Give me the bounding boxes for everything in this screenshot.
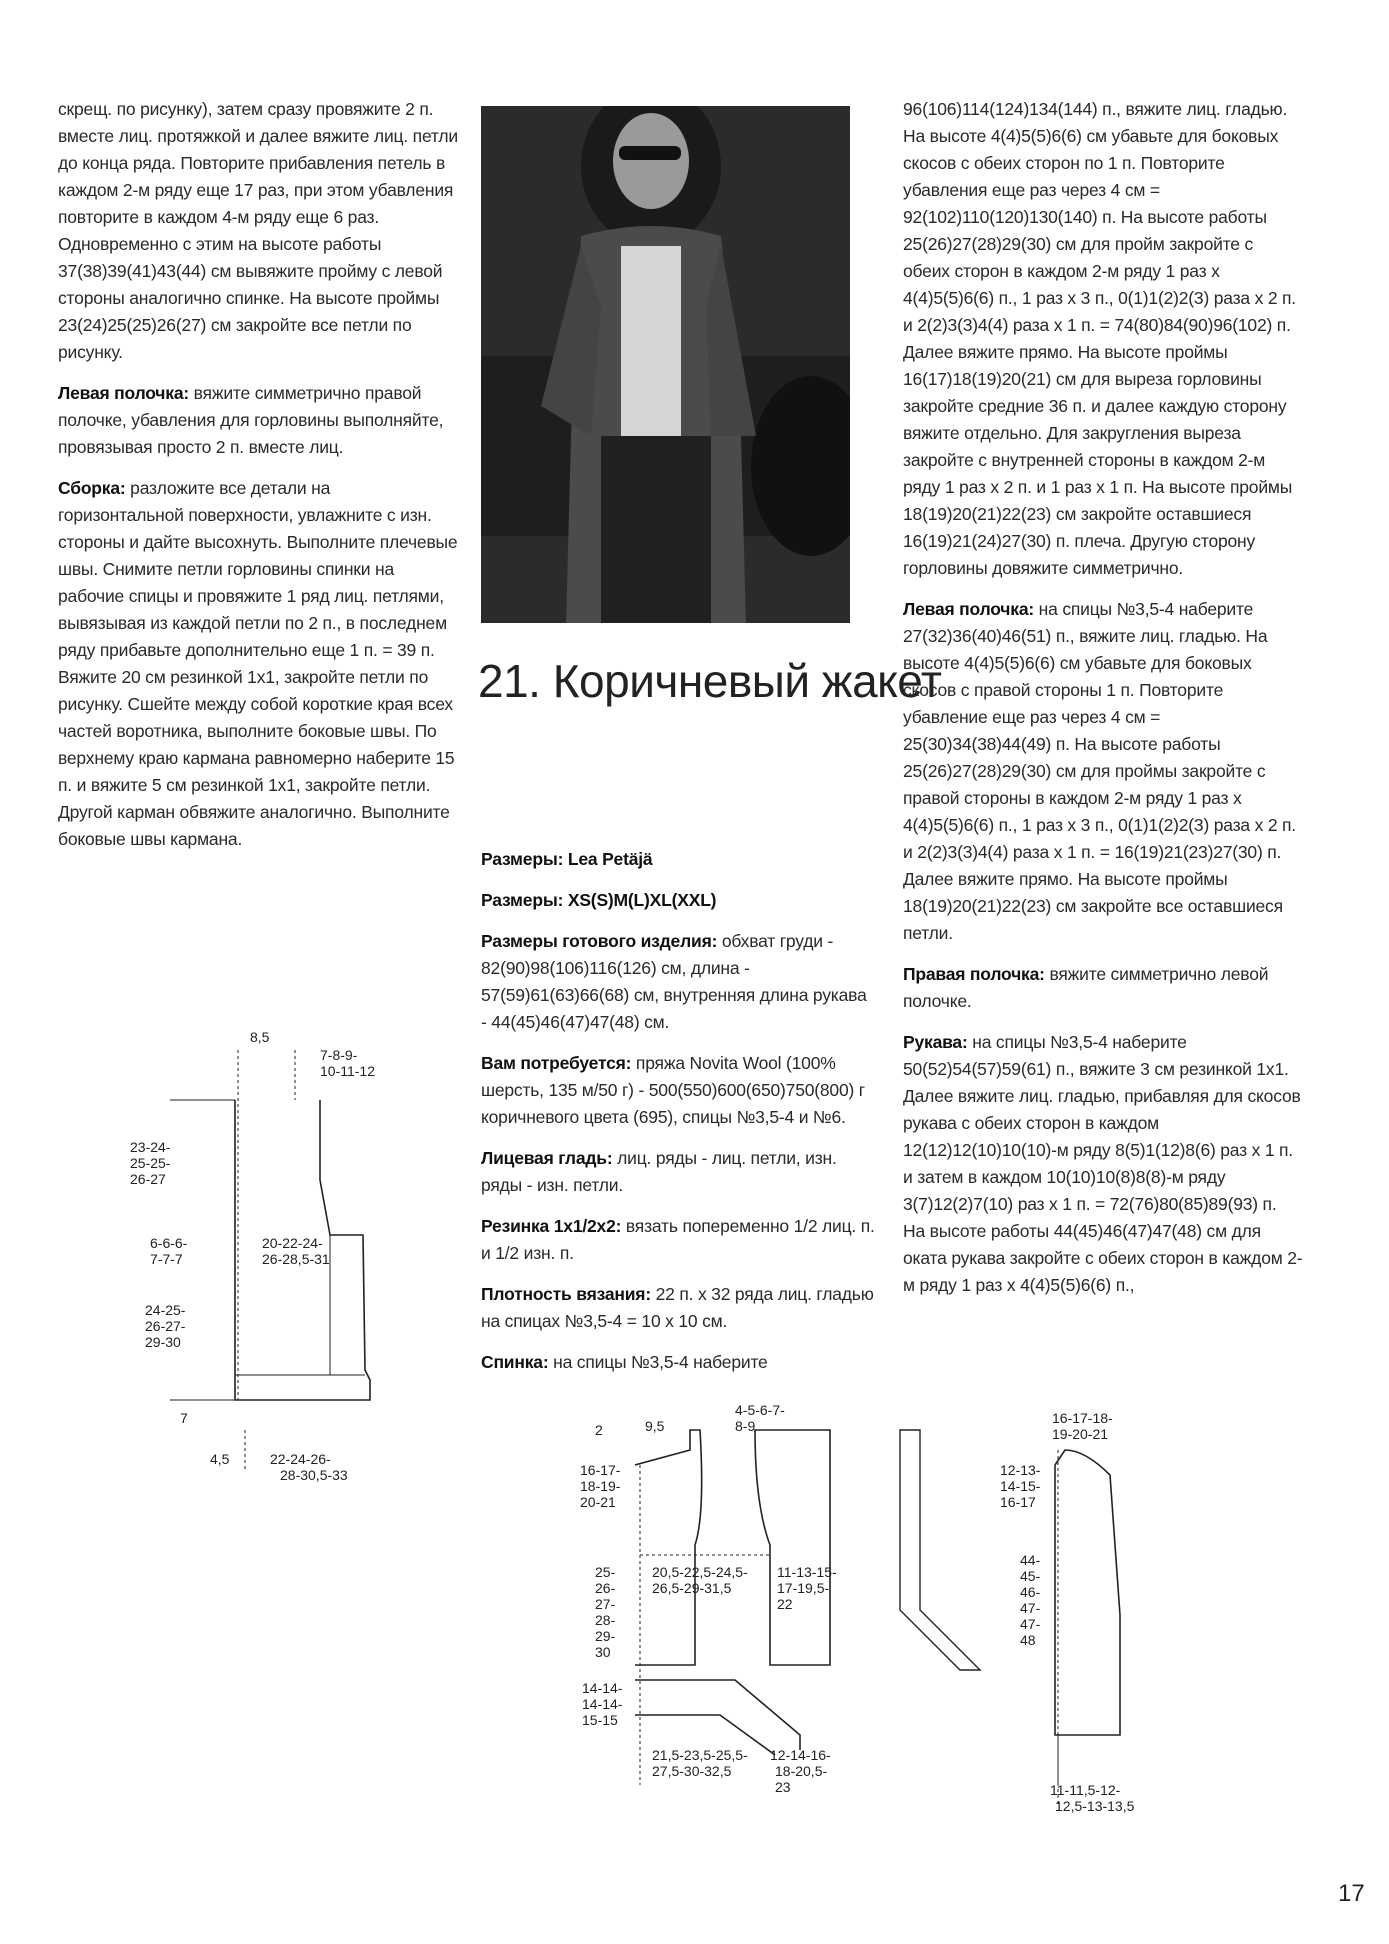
dim-bottom-2: 12,5-13-13,5 (1055, 1798, 1135, 1814)
dim-bottom-left: 4,5 (210, 1451, 230, 1467)
text: на спицы №3,5-4 наберите 27(32)36(40)46(51) п., вяжите лиц. гладью. На высоте 4(4)5(5)6(6) см убавьте для боковых скосов с правой стороны 1 п. Повторите убавление еще раз через 4 см = 25(30)34(38)44(49) п. На высоте работы 25(26)27(28)29(30) см для проймы закройте с правой стороны в каждом 2-м ряду 1 раз х 4(4)5(5)6(6) п., 1 раз х 3 п., 0(1)1(2)2(3) раза х 2 п. и 2(2)3(3)4(4) раза х 1 п. = 16(19)21(23)27(30) п. Далее вяжите прямо. На высоте проймы 18(19)20(21)22(23) см закройте все оставшиеся петли. (903, 599, 1296, 943)
dim-armhole-2: 18-19- (580, 1478, 621, 1494)
heading: Левая полочка: (903, 599, 1034, 619)
dim-body-6: 30 (595, 1644, 611, 1660)
dim-slope-2: 7-7-7 (150, 1251, 183, 1267)
dim-body-5: 29- (595, 1628, 616, 1644)
text: вяжите симметрично правой полочке, убавления для горловины выполняйте, провязывая просто 2 п. вместе лиц. (58, 383, 444, 457)
paragraph: скрещ. по рисунку), затем сразу провяжите 2 п. вместе лиц. протяжкой и далее вяжите лиц. петли до конца ряда. Повторите прибавления петель в каждом 2-м ряду еще 17 раз, при этом убавления повторите в каждом 4-м ряду еще 6 раз. Одновременно с этим на высоте работы 37(38)39(41)43(44) см вывяжите пройму с левой стороны аналогично спинке. На высоте проймы 23(24)25(25)26(27) см закройте все петли по рисунку. (58, 99, 458, 362)
text: пряжа Novita Wool (100% шерсть, 135 м/50 г) - 500(550)600(650)750(800) г коричневого цвета (695), спицы №3,5-4 и №6. (481, 1053, 865, 1127)
model-photo (481, 106, 850, 623)
heading: Лицевая гладь: (481, 1148, 613, 1168)
text: на спицы №3,5-4 наберите (548, 1352, 768, 1372)
right-front (903, 961, 1303, 1015)
dim-collar-1: 14-14- (582, 1680, 623, 1696)
heading: Рукава: (903, 1032, 968, 1052)
designer (481, 846, 876, 873)
gauge (481, 1281, 876, 1335)
dim-body-2: 26- (595, 1580, 616, 1596)
heading: Левая полочка: (58, 383, 189, 403)
dim-armhole-3: 26-27 (130, 1171, 166, 1187)
text: вязать попеременно 1/2 лиц. п. и 1/2 изн. п. (481, 1216, 875, 1263)
dim-cap-3: 16-17 (1000, 1494, 1036, 1510)
dim-half-width-2: 26,5-29-31,5 (652, 1580, 732, 1596)
dim-length-5: 47- (1020, 1616, 1041, 1632)
dim-length-3: 46- (1020, 1584, 1041, 1600)
dim-front-width-1: 11-13-15- (777, 1564, 837, 1580)
dim-collar-3: 15-15 (582, 1712, 618, 1728)
text: лиц. ряды - лиц. петли, изн. ряды - изн. петли. (481, 1148, 837, 1195)
dim-length-1: 44- (1020, 1552, 1041, 1568)
dim-body-1: 24-25- (145, 1302, 186, 1318)
heading: Плотность вязания: (481, 1284, 651, 1304)
text-column-2 (481, 846, 876, 1390)
dim-bottom2-2: 18-20,5- (775, 1763, 828, 1779)
stockinette (481, 1145, 876, 1199)
sleeves (903, 1029, 1303, 1299)
dim-body-3: 27- (595, 1596, 616, 1612)
dim-length-4: 47- (1020, 1600, 1041, 1616)
dim-bottom-2: 28-30,5-33 (280, 1467, 348, 1483)
text-column-3 (903, 96, 1303, 1313)
heading: Спинка: (481, 1352, 549, 1372)
dim-armhole-1: 16-17- (580, 1462, 621, 1478)
back (481, 1349, 876, 1376)
dim-neck-1: 4-5-6-7- (735, 1405, 785, 1418)
text: вяжите симметрично левой полочке. (903, 964, 1269, 1011)
dim-front-width-2: 17-19,5- (777, 1580, 830, 1596)
heading: Размеры: (481, 890, 564, 910)
front-panel-strip (880, 1420, 1010, 1720)
designer-name: Lea Petäjä (563, 849, 653, 869)
paragraph-assembly (58, 475, 458, 853)
dim-armhole-2: 25-25- (130, 1155, 171, 1171)
dim-pocket-1: 20-22-24- (262, 1235, 323, 1251)
text-column-1 (58, 96, 458, 867)
heading: Резинка 1х1/2х2: (481, 1216, 622, 1236)
dim-length-2: 45- (1020, 1568, 1041, 1584)
page-number: 17 (1338, 1880, 1365, 1907)
dim-bottom-2: 27,5-30-32,5 (652, 1763, 732, 1779)
dim-shoulder-2: 10-11-12 (320, 1063, 376, 1079)
dim-armhole-3: 20-21 (580, 1494, 616, 1510)
dim-top-2: 2 (595, 1422, 603, 1438)
heading: Сборка: (58, 478, 126, 498)
article-title: 21. Коричневый жакет (478, 655, 942, 707)
dim-top-2: 19-20-21 (1052, 1426, 1109, 1442)
dim-pocket-2: 26-28,5-31 (262, 1251, 330, 1267)
text: 22 п. х 32 ряда лиц. гладью на спицах №3,5-4 = 10 х 10 см. (481, 1284, 874, 1331)
text: обхват груди - 82(90)98(106)116(126) см, длина - 57(59)61(63)66(68) см, внутренняя длина рукава - 44(45)46(47)47(48) см. (481, 931, 867, 1032)
photo-illustration (481, 106, 850, 623)
dim-front-width-3: 22 (777, 1596, 793, 1612)
sizes (481, 887, 876, 914)
dim-top-width: 8,5 (250, 1030, 270, 1045)
dim-bottom-1: 22-24-26- (270, 1451, 331, 1467)
heading: Размеры: (481, 849, 564, 869)
paragraph: 96(106)114(124)134(144) п., вяжите лиц. гладью. На высоте 4(4)5(5)6(6) см убавьте для боковых скосов с обеих сторон по 1 п. Повторите убавления еще раз через 4 см = 92(102)110(120)130(140) п. На высоте работы 25(26)27(28)29(30) см для пройм закройте с обеих сторон в каждом 2-м ряду 1 раз х 4(4)5(5)6(6) п., 1 раз х 3 п., 0(1)1(2)2(3) раза х 2 п. и 2(2)3(3)4(4) раза х 1 п. = 74(80)84(90)96(102) п. Далее вяжите прямо. На высоте проймы 16(17)18(19)20(21) см для выреза горловины закройте средние 36 п. и далее каждую сторону вяжите отдельно. Для закругления выреза закройте с внутренней стороны в каждом 2-м ряду 1 раз х 2 п. и 1 раз х 1 п. На высоте проймы 18(19)20(21)22(23) см закройте оставшиеся 16(19)21(24)27(30) п. плеча. Другую сторону горловины довяжите симметрично. (903, 99, 1296, 578)
text: разложите все детали на горизонтальной поверхности, увлажните с изн. стороны и дайте высохнуть. Выполните плечевые швы. Снимите петли горловины спинки на рабочие спицы и провяжите 1 ряд лиц. петлями, вывязывая из каждой петли по 2 п., в последнем ряду прибавьте дополнительно еще 1 п. = 39 п. Вяжите 20 см резинкой 1х1, закройте петли по рисунку. Сшейте между собой короткие края всех частей воротника, выполните боковые швы. По верхнему краю кармана равномерно наберите 15 п. и вяжите 5 см резинкой 1х1, закройте петли. Другой карман обвяжите аналогично. Выполните боковые швы кармана. (58, 478, 458, 849)
left-front (903, 596, 1303, 947)
paragraph-left-front (58, 380, 458, 461)
dim-bottom2-1: 12-14-16- (770, 1747, 831, 1763)
rib (481, 1213, 876, 1267)
dim-collar-2: 14-14- (582, 1696, 623, 1712)
dim-neck-2: 8-9 (735, 1418, 756, 1434)
heading: Правая полочка: (903, 964, 1045, 984)
dim-slope-1: 6-6-6- (150, 1235, 188, 1251)
dim-body-3: 29-30 (145, 1334, 181, 1350)
dim-bottom2-3: 23 (775, 1779, 791, 1795)
dim-shoulder: 9,5 (645, 1418, 665, 1434)
text: на спицы №3,5-4 наберите 50(52)54(57)59(61) п., вяжите 3 см резинкой 1х1. Далее вяжите лиц. гладью, прибавляя для скосов рукава с обеих сторон в каждом 12(12)12(10)10(10)-м ряду 8(5)1(12)8(6) раз х 1 п. и затем в каждом 10(10)10(8)8(8)-м ряду 3(7)12(2)7(10) раз х 1 п. = 72(76)80(85)89(93) п. На высоте работы 44(45)46(47)47(48) см для оката рукава закройте с обеих сторон в каждом 2-м ряду 1 раз х 4(4)5(5)6(6) п., (903, 1032, 1303, 1295)
dim-half-width-1: 20,5-22,5-24,5- (652, 1564, 748, 1580)
front-schematic (120, 1030, 400, 1510)
dim-body-1: 25- (595, 1564, 616, 1580)
heading: Размеры готового изделия: (481, 931, 718, 951)
dim-cap-1: 12-13- (1000, 1462, 1041, 1478)
dim-body-4: 28- (595, 1612, 616, 1628)
dim-cap-2: 14-15- (1000, 1478, 1041, 1494)
back-schematic (570, 1405, 870, 1855)
heading: Вам потребуется: (481, 1053, 632, 1073)
sizes-value: XS(S)M(L)XL(XXL) (563, 890, 717, 910)
dim-bottom-1: 11-11,5-12- (1050, 1782, 1121, 1798)
dim-armhole-1: 23-24- (130, 1139, 171, 1155)
dim-bottom-1: 21,5-23,5-25,5- (652, 1747, 748, 1763)
dim-shoulder: 7-8-9- (320, 1047, 358, 1063)
finished-size (481, 928, 876, 1036)
dim-length-6: 48 (1020, 1632, 1036, 1648)
dim-rib: 7 (180, 1410, 188, 1426)
materials (481, 1050, 876, 1131)
dim-top-1: 16-17-18- (1052, 1410, 1113, 1426)
dim-body-2: 26-27- (145, 1318, 186, 1334)
